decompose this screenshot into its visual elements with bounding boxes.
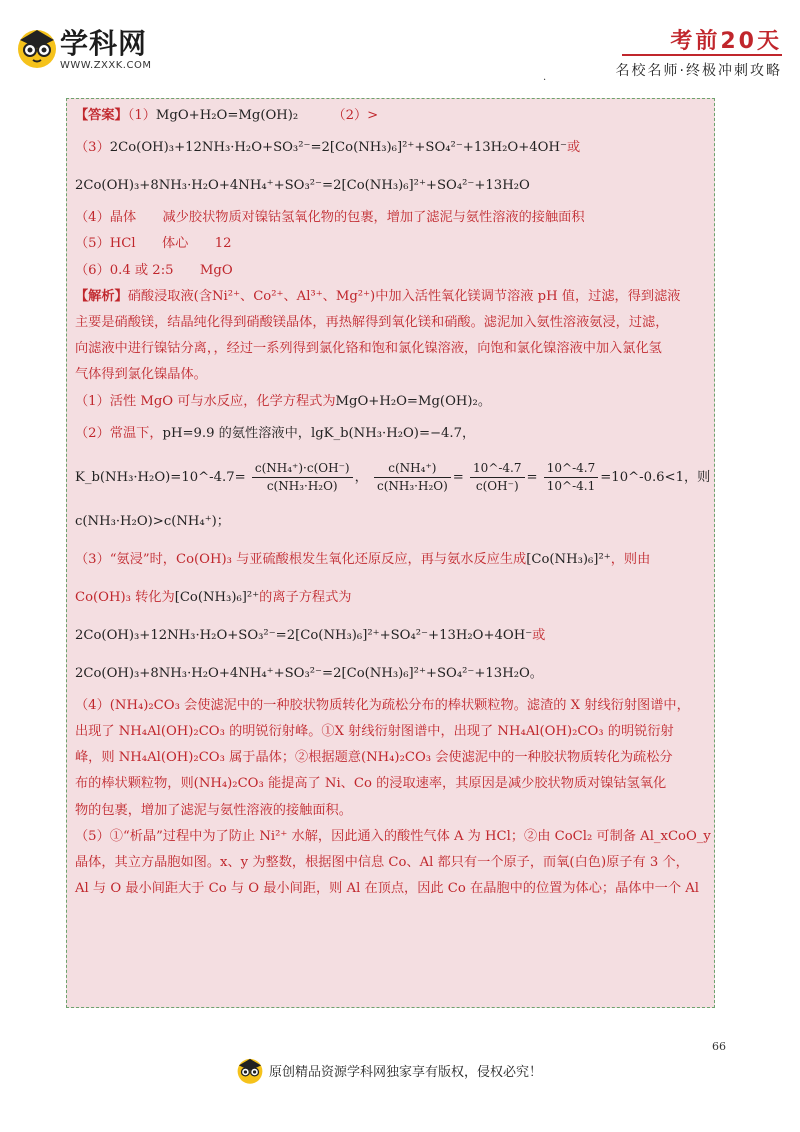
fraction: $\frac{10\^{}-4.7}{c(OH^-)}$ (470, 460, 524, 495)
analysis-line-11: 2Co(OH)₃+12NH₃·H₂O+SO₃²⁻=2[Co(NH₃)₆]²⁺+SO₄²⁻+13H₂O+4OH⁻或 (75, 627, 546, 643)
analysis-line-2: 主要是硝酸镁，结晶纯化得到硝酸镁晶体，再热解得到氧化镁和硝酸。滤泥加入氨性溶液氨浸，过滤， (75, 315, 669, 331)
analysis-line-1: 【解析】硝酸浸取液(含Ni²⁺、Co²⁺、Al³⁺、Mg²⁺)中加入活性氧化镁调节溶液 pH 值，过滤，得到滤液 (75, 288, 681, 304)
analysis-line-16: 布的棒状颗粒物，则(NH₄)₂CO₃ 能提高了 Ni、Co 的浸取速率，其原因是减少胶状物质对镍钴氢氧化 (75, 776, 667, 792)
header-dot: . (543, 72, 547, 83)
analysis-line-15: 峰，则 NH₄Al(OH)₂CO₃ 属于晶体；②根据题意(NH₄)₂CO₃ 会使滤泥中的一种胶状物质转化为疏松分 (75, 750, 673, 766)
fraction: $\frac{\text{c(NH₄⁺)·c(OH⁻)}}{\text{c(NH₃·H₂O)}}$ (252, 460, 353, 495)
brand-name: 学科网 (60, 27, 148, 60)
analysis-line-13: （4）(NH₄)₂CO₃ 会使滤泥中的一种胶状物质转化为疏松分布的棒状颗粒物。滤渣的 X 射线衍射图谱中， (75, 697, 690, 713)
analysis-line-14: 出现了 NH₄Al(OH)₂CO₃ 的明锐衍射峰。①X 射线衍射图谱中，出现了 NH₄Al(OH)₂CO₃ 的明锐衍射 (75, 724, 674, 740)
analysis-line-4: 气体得到氯化镍晶体。 (75, 367, 207, 383)
fraction: $\frac{10\^{}-4.7}{10\^{}-4.1}$ (544, 460, 598, 495)
header-subtitle: 名校名师·终极冲刺攻略 (615, 63, 782, 79)
analysis-line-8: c(NH₃·H₂O)>c(NH₄⁺)； (75, 513, 230, 529)
fraction: $\frac{\text{c(NH₄⁺)}}{\text{c(NH₃·H₂O)}}$ (374, 460, 451, 495)
analysis-line-5: （1）活性 MgO 可与水反应，化学方程式为MgO+H₂O=Mg(OH)₂。 (75, 393, 492, 409)
answer-line-6: （6）0.4 或 2:5 MgO (75, 262, 233, 278)
answer-line-4: （4）晶体 减少胶状物质对镍钴氢氧化物的包裹，增加了滤泥与氨性溶液的接触面积 (75, 210, 585, 226)
analysis-line-19: 晶体，其立方晶胞如图。x、y 为整数，根据图中信息 Co、Al 都只有一个原子，而氧(白色)原子有 3 个， (75, 855, 689, 871)
analysis-line-20: Al 与 O 最小间距大于 Co 与 O 最小间距，则 Al 在顶点，因此 Co 在晶胞中的位置为体心；晶体中一个 Al (75, 881, 699, 897)
analysis-line-7: K_b(NH₃·H₂O)=10^-4.7= $\frac{\text{c(NH₄⁺)·c(OH⁻)}}{\text{c(NH₃·H₂O)}}$ ， $\frac{\text{c(NH₄⁺)}}{\text{c(NH₃·H₂O)}}$ = $\frac{10\^{}-4.7}{c(OH^-)}$ = $\frac{10\^{}-4.7}{10\^{}-4.1}$ =10^-0.6<1，则 (75, 460, 711, 493)
page-number: 66 (712, 1040, 726, 1053)
analysis-line-17: 物的包裹，增加了滤泥与氨性溶液的接触面积。 (75, 802, 352, 818)
answer-box (66, 98, 715, 1008)
analysis-line-18: （5）①“析晶”过程中为了防止 Ni²⁺ 水解，因此通入的酸性气体 A 为 HCl；②由 CoCl₂ 可制备 Al_xCoO_y (75, 828, 711, 844)
answer-tag: 【答案】 (75, 108, 128, 123)
answer-line-1: 【答案】（1）MgO+H₂O=Mg(OH)₂ （2）> (75, 108, 379, 123)
analysis-line-3: 向滤液中进行镍钴分离，，经过一系列得到氯化铬和饱和氯化镍溶液，向饱和氯化镍溶液中加入氯化氢 (75, 341, 662, 357)
page-header (0, 0, 800, 90)
analysis-tag: 【解析】 (75, 288, 128, 304)
analysis-line-12: 2Co(OH)₃+8NH₃·H₂O+4NH₄⁺+SO₃²⁻=2[Co(NH₃)₆]²⁺+SO₄²⁻+13H₂O。 (75, 665, 543, 681)
answer-line-2: （3）2Co(OH)₃+12NH₃·H₂O+SO₃²⁻=2[Co(NH₃)₆]²⁺+SO₄²⁻+13H₂O+4OH⁻或 (75, 140, 581, 156)
analysis-line-6: （2）常温下，pH=9.9 的氨性溶液中，lgK_b(NH₃·H₂O)=−4.7， (75, 425, 476, 441)
answer-line-5: （5）HCl 体心 12 (75, 236, 232, 252)
header-title: 考前20天 (670, 29, 782, 54)
analysis-line-10: Co(OH)₃ 转化为[Co(NH₃)₆]²⁺的离子方程式为 (75, 589, 352, 605)
analysis-line-9: （3）“氨浸”时，Co(OH)₃ 与亚硫酸根发生氧化还原反应，再与氨水反应生成[Co(NH₃)₆]²⁺，则由 (75, 551, 651, 567)
copyright-notice: 原创精品资源学科网独家享有版权，侵权必究！ (269, 1065, 543, 1080)
owl-logo-icon (14, 24, 60, 70)
answer-line-3: 2Co(OH)₃+8NH₃·H₂O+4NH₄⁺+SO₃²⁻=2[Co(NH₃)₆]²⁺+SO₄²⁻+13H₂O (75, 178, 530, 194)
brand-url: WWW.ZXXK.COM (60, 60, 152, 71)
owl-logo-icon (235, 1055, 265, 1085)
header-divider (622, 54, 782, 56)
